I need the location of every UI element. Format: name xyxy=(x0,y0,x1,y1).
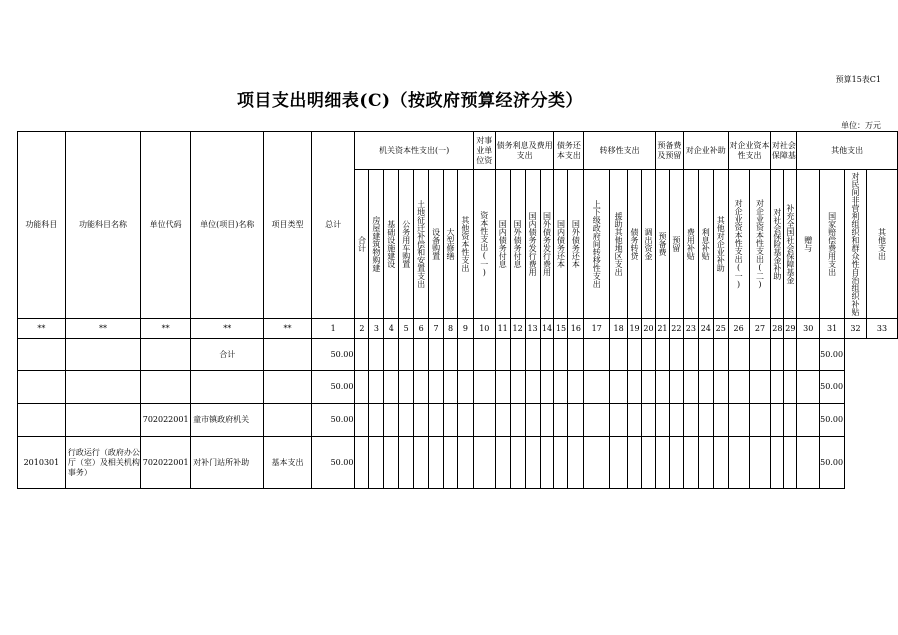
column-header-label: 对民间非营利组织和群众性自治组织补贴 xyxy=(850,172,860,316)
column-number: 2 xyxy=(355,319,369,339)
form-code: 预算15表C1 xyxy=(835,75,881,84)
column-header xyxy=(669,170,683,319)
column-number: 24 xyxy=(698,319,713,339)
group-header-debt-principal: 债务还本支出 xyxy=(554,132,584,170)
cell-total: 50.00 xyxy=(311,404,355,437)
expenditure-table xyxy=(17,131,898,489)
column-header-label: 大型修缮 xyxy=(446,228,455,260)
header-func-code: 功能科目 xyxy=(18,132,66,319)
column-number: 26 xyxy=(728,319,749,339)
cell-func-code xyxy=(18,339,66,371)
column-number: 30 xyxy=(797,319,820,339)
column-header-label: 公务用车购置 xyxy=(401,220,411,268)
column-header xyxy=(866,170,897,319)
cell-unit-name: 合计 xyxy=(191,339,264,371)
table-row xyxy=(18,404,898,437)
cell-project-type: 基本支出 xyxy=(264,437,311,489)
column-number: 18 xyxy=(610,319,628,339)
cell-project-type xyxy=(264,339,311,371)
column-header xyxy=(845,170,867,319)
column-number: 20 xyxy=(642,319,656,339)
column-header xyxy=(457,170,473,319)
column-header xyxy=(698,170,713,319)
table-row xyxy=(18,339,898,371)
column-number: 17 xyxy=(584,319,610,339)
column-header xyxy=(495,170,510,319)
column-header xyxy=(554,170,568,319)
column-header xyxy=(399,170,414,319)
column-number: 10 xyxy=(473,319,495,339)
group-header-social-security: 对社会保障基 xyxy=(771,132,797,170)
column-number: 7 xyxy=(429,319,444,339)
cell-func-code: 2010301 xyxy=(18,437,66,489)
column-header xyxy=(369,170,384,319)
column-header xyxy=(797,170,820,319)
column-header xyxy=(444,170,458,319)
cell-project-type xyxy=(264,404,311,437)
group-header-transfer: 转移性支出 xyxy=(584,132,656,170)
column-header-label: 国内债务还本 xyxy=(556,220,566,268)
column-header xyxy=(473,170,495,319)
column-header xyxy=(568,170,584,319)
cell-total: 50.00 xyxy=(311,437,355,489)
column-number: 31 xyxy=(820,319,845,339)
group-header-row xyxy=(18,132,898,170)
group-header-reserve: 预备费及预留 xyxy=(655,132,683,170)
column-header xyxy=(525,170,540,319)
column-header-label: 房屋建筑物购建 xyxy=(371,216,381,272)
column-header xyxy=(540,170,554,319)
column-number: 14 xyxy=(540,319,554,339)
column-header-label: 预留 xyxy=(671,236,681,252)
header-project-type: 项目类型 xyxy=(264,132,311,319)
column-number: 4 xyxy=(384,319,399,339)
column-header-label: 国外债务还本 xyxy=(571,220,581,268)
column-header-label: 对企业资本性支出(一) xyxy=(734,199,744,289)
column-header xyxy=(713,170,728,319)
column-header-label: 其他对企业补助 xyxy=(716,216,726,272)
column-header xyxy=(384,170,399,319)
cell-project-type xyxy=(264,371,311,404)
column-header-label: 国外债务付息 xyxy=(513,220,523,268)
column-number: 33 xyxy=(866,319,897,339)
column-header-label: 国内债务付息 xyxy=(498,220,508,268)
cell-unit-code: 702022001 xyxy=(141,404,191,437)
column-number: 28 xyxy=(771,319,784,339)
cell-unit-code xyxy=(141,371,191,404)
cell-func-code xyxy=(18,404,66,437)
column-number: 11 xyxy=(495,319,510,339)
column-header-label: 债务转贷 xyxy=(630,228,640,260)
column-header xyxy=(510,170,525,319)
column-number: 19 xyxy=(628,319,642,339)
cell-other-expenditure: 50.00 xyxy=(820,371,845,404)
column-number: 5 xyxy=(399,319,414,339)
column-header-label: 补充全国社会保障基金 xyxy=(785,204,795,284)
group-header-capital: 机关资本性支出(一) xyxy=(355,132,473,170)
column-number: 22 xyxy=(669,319,683,339)
page-title: 项目支出明细表(C)（按政府预算经济分类） xyxy=(236,91,584,111)
column-header xyxy=(610,170,628,319)
cell-other-expenditure: 50.00 xyxy=(820,404,845,437)
header-unit-name: 单位(项目)名称 xyxy=(191,132,264,319)
column-number: ** xyxy=(65,319,140,339)
cell-func-name: 行政运行（政府办公厅（室）及相关机构事务） xyxy=(65,437,140,489)
column-number: 1 xyxy=(311,319,355,339)
column-header xyxy=(429,170,444,319)
cell-func-code xyxy=(18,371,66,404)
column-header xyxy=(820,170,845,319)
column-header-label: 利息补贴 xyxy=(701,228,711,260)
column-number: ** xyxy=(191,319,264,339)
cell-total: 50.00 xyxy=(311,339,355,371)
column-header xyxy=(749,170,771,319)
cell-func-name xyxy=(65,404,140,437)
column-header-label: 国外债务发行费用 xyxy=(542,212,552,276)
column-header xyxy=(771,170,784,319)
column-header-label: 设备购置 xyxy=(431,228,441,260)
column-header-label: 调出资金 xyxy=(643,228,653,260)
table-row xyxy=(18,371,898,404)
column-number: 12 xyxy=(510,319,525,339)
column-header-label: 对企业资本性支出(二) xyxy=(755,199,765,289)
column-number: 13 xyxy=(525,319,540,339)
unit-label: 单位：万元 xyxy=(841,121,881,130)
column-header-label: 基础设施建设 xyxy=(386,220,396,268)
cell-other-expenditure: 50.00 xyxy=(820,437,845,489)
column-number: 16 xyxy=(568,319,584,339)
column-header-label: 土地征迁补偿和安置支出 xyxy=(416,200,426,288)
column-header xyxy=(355,170,369,319)
column-header xyxy=(584,170,610,319)
column-header-label: 预备费 xyxy=(657,232,667,256)
column-header-label: 对社会保险基金补助 xyxy=(772,208,782,280)
table-row xyxy=(18,437,898,489)
column-header-label: 费用补贴 xyxy=(686,228,696,260)
column-header xyxy=(628,170,642,319)
cell-unit-name xyxy=(191,371,264,404)
column-number: ** xyxy=(141,319,191,339)
column-header xyxy=(728,170,749,319)
group-header-debt-interest: 债务利息及费用支出 xyxy=(495,132,554,170)
group-header-institution: 对事业单位资 xyxy=(473,132,495,170)
column-number: 3 xyxy=(369,319,384,339)
cell-unit-name: 对补门站所补助 xyxy=(191,437,264,489)
column-header xyxy=(784,170,797,319)
column-number: 25 xyxy=(713,319,728,339)
column-number: 27 xyxy=(749,319,771,339)
cell-unit-name: 童市镇政府机关 xyxy=(191,404,264,437)
column-number: 6 xyxy=(414,319,429,339)
header-func-name: 功能科目名称 xyxy=(65,132,140,319)
column-header-label: 国内债务发行费用 xyxy=(528,212,538,276)
column-number: ** xyxy=(264,319,311,339)
column-header-label: 国家赔偿费用支出 xyxy=(827,212,837,276)
column-header xyxy=(655,170,669,319)
column-header xyxy=(414,170,429,319)
column-header-label: 赠与 xyxy=(803,236,813,252)
column-header-label: 资本性支出(一) xyxy=(479,211,489,277)
cell-func-name xyxy=(65,339,140,371)
column-header-label: 合计 xyxy=(357,236,367,252)
header-total: 总计 xyxy=(311,132,355,319)
cell-other-expenditure: 50.00 xyxy=(820,339,845,371)
column-number: 15 xyxy=(554,319,568,339)
column-header xyxy=(642,170,656,319)
cell-unit-code xyxy=(141,339,191,371)
group-header-other: 其他支出 xyxy=(797,132,898,170)
column-header xyxy=(683,170,698,319)
column-header-label: 援助其他地区支出 xyxy=(614,212,624,276)
header-unit-code: 单位代码 xyxy=(141,132,191,319)
column-number: ** xyxy=(18,319,66,339)
group-header-enterprise-capital: 对企业资本性支出 xyxy=(728,132,771,170)
column-number: 21 xyxy=(655,319,669,339)
column-number: 32 xyxy=(845,319,867,339)
cell-func-name xyxy=(65,371,140,404)
column-header-label: 上下级政府间转移性支出 xyxy=(592,200,602,288)
column-header-label: 其他资本性支出 xyxy=(460,216,470,272)
column-number: 9 xyxy=(457,319,473,339)
group-header-enterprise-subsidy: 对企业补助 xyxy=(683,132,728,170)
column-number: 8 xyxy=(444,319,458,339)
column-header-label: 其他支出 xyxy=(877,228,887,260)
column-number: 23 xyxy=(683,319,698,339)
column-number-row xyxy=(18,319,898,339)
column-number: 29 xyxy=(784,319,797,339)
cell-total: 50.00 xyxy=(311,371,355,404)
cell-unit-code: 702022001 xyxy=(141,437,191,489)
